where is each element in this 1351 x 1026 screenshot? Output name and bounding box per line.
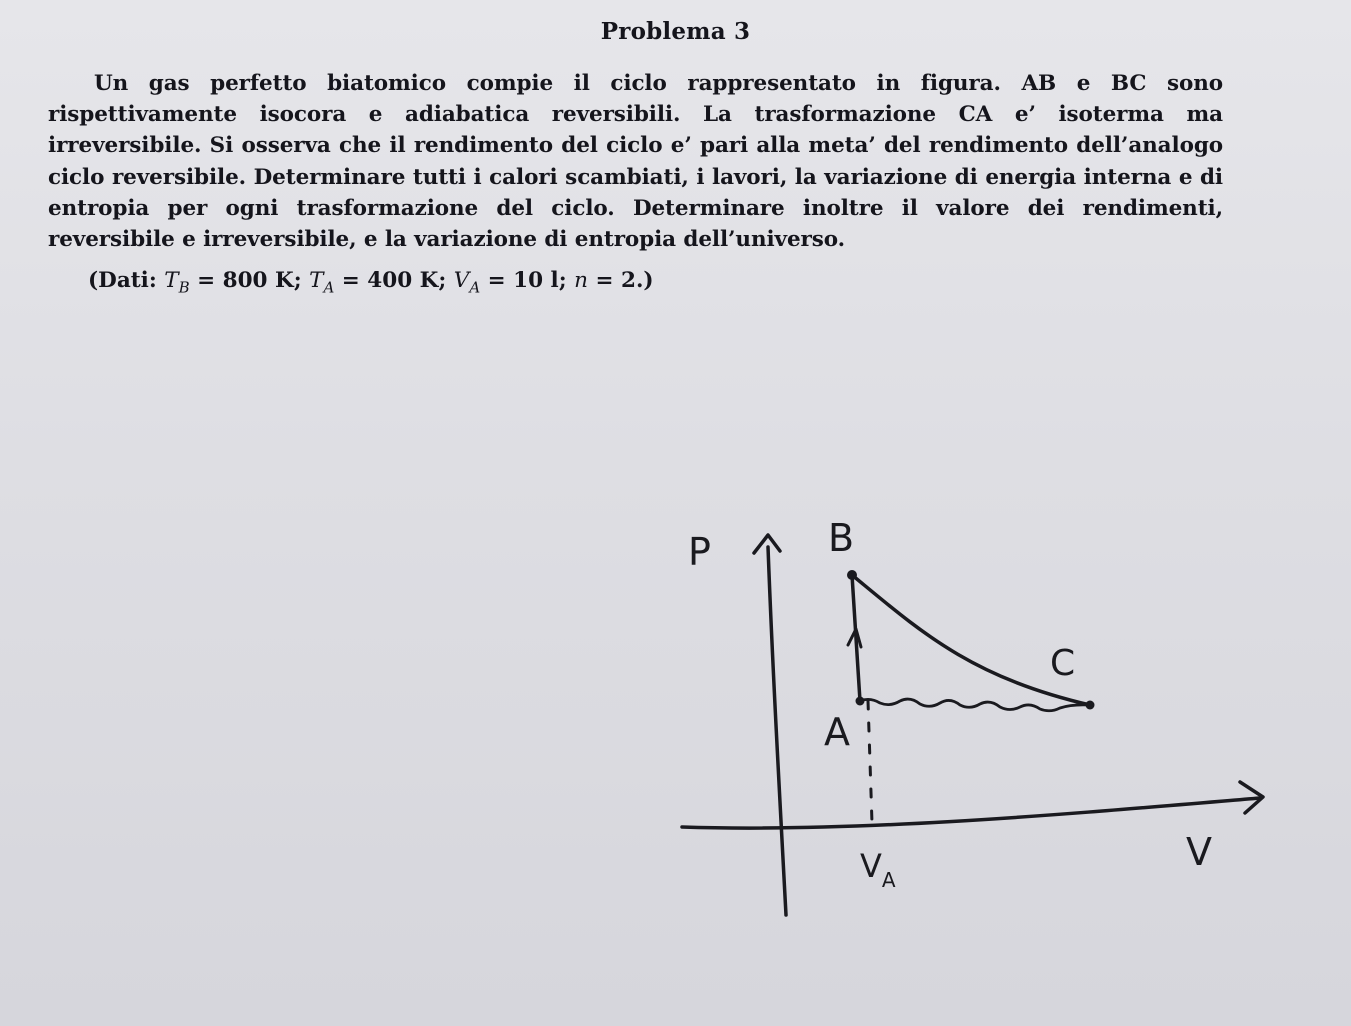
v-axis-line xyxy=(682,798,1260,828)
pv-cycle-diagram xyxy=(660,495,1300,935)
va-value: = 10 l; xyxy=(480,268,575,293)
point-a-label: A xyxy=(824,710,850,754)
v-axis-label: V xyxy=(1186,830,1212,874)
va-label-subscript: A xyxy=(881,868,896,892)
tb-symbol: $T_B$ xyxy=(164,268,190,297)
problem-title: Problema 3 xyxy=(600,18,751,45)
point-b-label: B xyxy=(828,516,855,560)
va-label xyxy=(860,847,896,892)
data-open: (Dati: xyxy=(88,268,165,293)
problem-data-line xyxy=(88,268,654,296)
irreversible-isotherm-ca xyxy=(860,699,1090,711)
va-symbol: $V_A$ xyxy=(453,268,481,297)
ta-symbol: $T_A$ xyxy=(309,268,335,297)
point-b-dot xyxy=(847,570,857,580)
n-value: = 2.) xyxy=(588,268,654,293)
p-axis-line xyxy=(768,547,786,915)
va-projection-dashed xyxy=(868,701,872,823)
adiabat-bc xyxy=(852,575,1090,705)
va-label-main: V xyxy=(860,847,882,885)
n-symbol: n xyxy=(574,268,588,293)
point-c-label: C xyxy=(1050,643,1076,684)
ta-value: = 400 K; xyxy=(334,268,454,293)
problem-statement: Un gas perfetto biatomico compie il ciclo rappresentato in figura. AB e BC sono rispettivamente isocora e adiabatica reversibili. La trasformazione CA e’ isoterma ma irreversibile. Si osserva che il rendimento del ciclo e’ pari alla meta’ del rendimento dell’analogo ciclo reversibile. Determinare tutti i calori scambiati, i lavori, la variazione di energia interna e di entropia per ogni trasformazione del ciclo. Determinare inoltre il valore dei rendimenti, reversibile e irreversibile, e la variazione di entropia dell’universo. xyxy=(48,71,1223,253)
tb-value: = 800 K; xyxy=(189,268,310,293)
point-c-dot xyxy=(1086,701,1095,710)
point-a-dot xyxy=(856,697,865,706)
p-axis-label: P xyxy=(688,530,711,574)
